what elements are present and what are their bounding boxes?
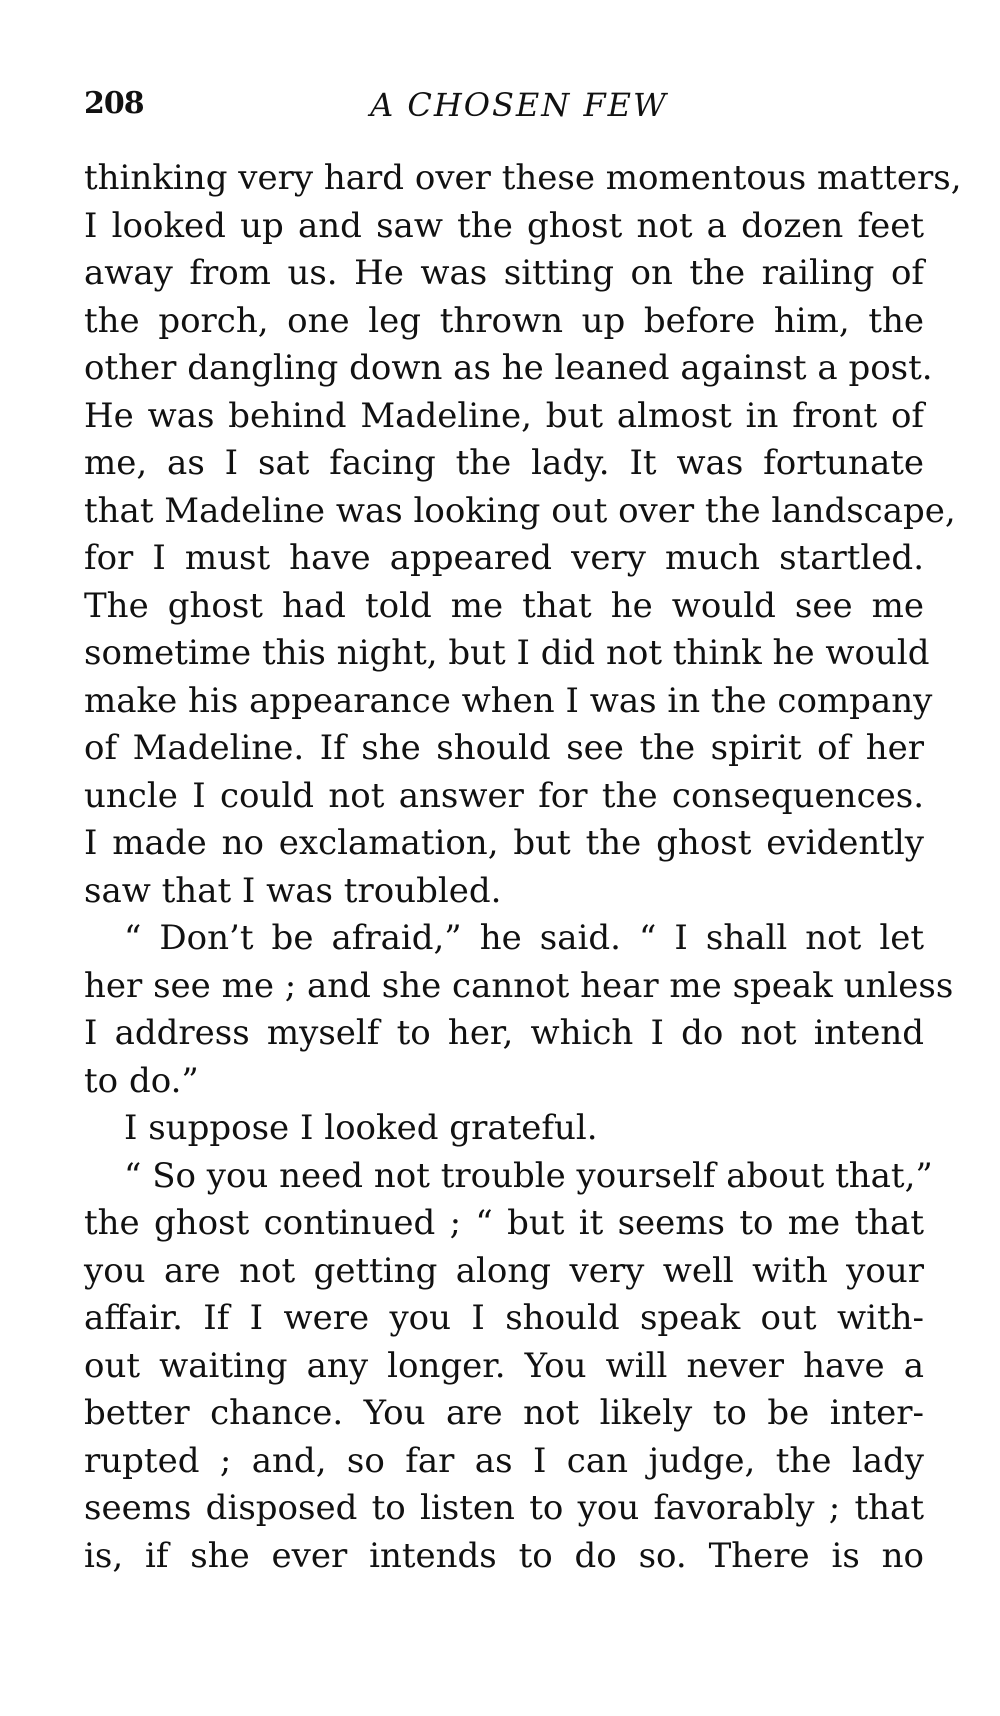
text-line: for I must have appeared very much startled.: [84, 538, 924, 578]
text-line: affair. If I were you I should speak out with-: [84, 1298, 924, 1338]
text-line: the ghost continued ; “ but it seems to me that: [84, 1203, 924, 1243]
text-line: rupted ; and, so far as I can judge, the lady: [84, 1440, 924, 1481]
body-text: [84, 155, 962, 1580]
text-line: the porch, one leg thrown up before him, the: [84, 300, 924, 341]
text-line: sometime this night, but I did not think he would: [84, 633, 930, 673]
text-line: me, as I sat facing the lady. It was fortunate: [84, 443, 924, 483]
text-line: that Madeline was looking out over the landscape,: [84, 490, 956, 531]
text-line: thinking very hard over these momentous matters,: [84, 158, 962, 198]
text-line: saw that I was troubled.: [84, 870, 502, 911]
text-line: uncle I could not answer for the consequences.: [84, 775, 924, 816]
running-head: [84, 86, 924, 126]
text-line: better chance. You are not likely to be inter-: [84, 1393, 924, 1433]
text-line: The ghost had told me that he would see me: [84, 585, 924, 626]
page-number: 208: [84, 86, 144, 121]
text-line: I looked up and saw the ghost not a dozen feet: [84, 205, 924, 246]
text-line: “ So you need not trouble yourself about that,”: [124, 1155, 933, 1196]
text-line: of Madeline. If she should see the spirit of her: [84, 728, 924, 768]
text-line: seems disposed to listen to you favorably ; that: [84, 1488, 924, 1528]
text-line: her see me ; and she cannot hear me speak unless: [84, 965, 954, 1006]
running-title: A CHOSEN FEW: [370, 86, 668, 124]
text-line: I suppose I looked grateful.: [124, 1108, 598, 1148]
text-line: you are not getting along very well with your: [84, 1250, 924, 1291]
text-line: to do.”: [84, 1060, 199, 1101]
text-line: He was behind Madeline, but almost in front of: [84, 395, 924, 436]
text-line: I made no exclamation, but the ghost evidently: [84, 823, 924, 863]
text-line: make his appearance when I was in the company: [84, 680, 933, 721]
text-line: away from us. He was sitting on the railing of: [84, 253, 924, 293]
text-line: “ Don’t be afraid,” he said. “ I shall not let: [124, 918, 924, 958]
text-line: out waiting any longer. You will never have a: [84, 1345, 924, 1386]
text-line: I address myself to her, which I do not intend: [84, 1013, 924, 1053]
text-line: other dangling down as he leaned against a post.: [84, 348, 933, 388]
text-line: is, if she ever intends to do so. There is no: [84, 1535, 924, 1576]
